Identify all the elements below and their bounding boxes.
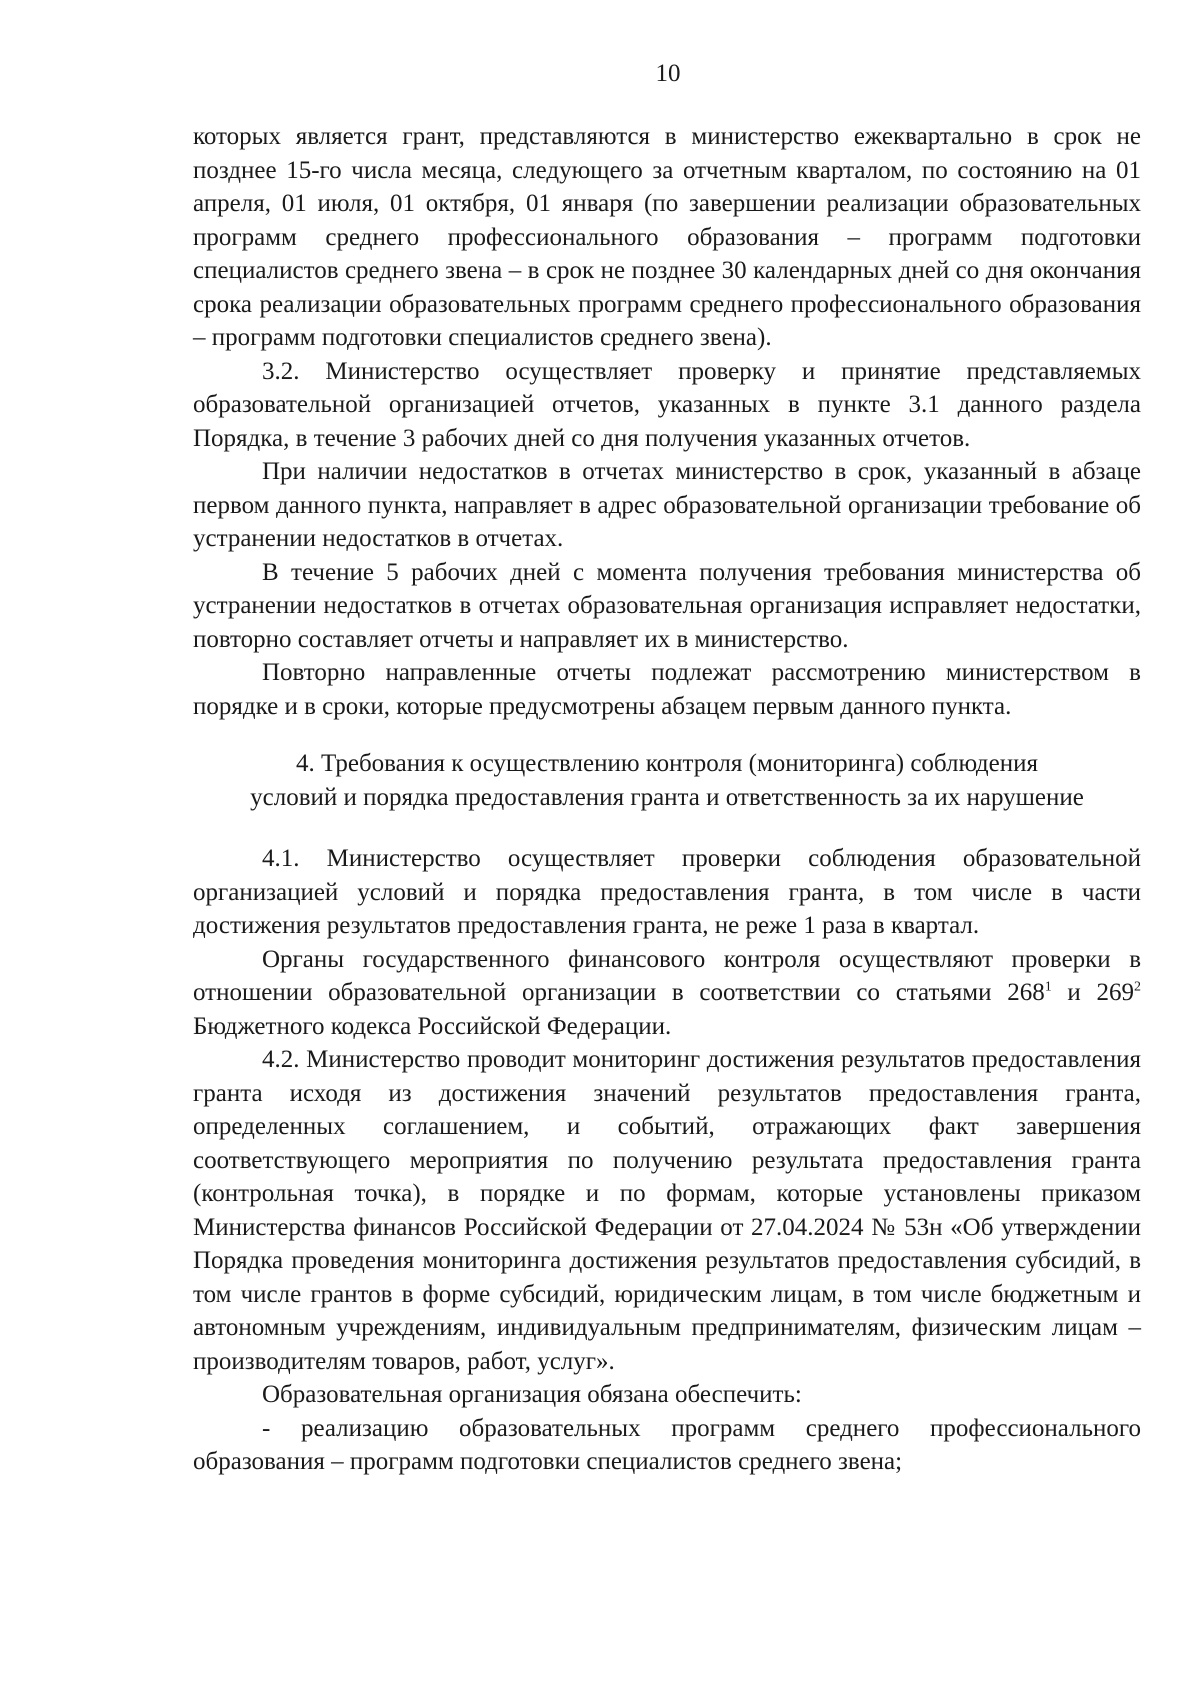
footnote-superscript-1: 1 xyxy=(1044,979,1052,995)
paragraph-deficiencies: При наличии недостатков в отчетах министерство в срок, указанный в абзаце первом данного пункта, направляет в адрес образовательной организации требование об устранении недостатков в отчетах. xyxy=(193,458,1141,552)
paragraph-4-2: 4.2. Министерство проводит мониторинг достижения результатов предоставления гранта исходя из достижения значений результатов предоставления гранта, определенных соглашением, и событий, отражающих факт завершения соответствующего мероприятия по получению результата предоставления гранта (контрольная точка), в порядке и по формам, которые установлены приказом Министерства финансов Российской Федерации от 27.04.2024 № 53н «Об утверждении Порядка проведения мониторинга достижения результатов предоставления субсидий, в том числе грантов в форме субсидий, юридическим лицам, в том числе бюджетным и автономным учреждениям, индивидуальным предпринимателям, физическим лицам – производителям товаров, работ, услуг». xyxy=(193,1046,1141,1375)
page-number: 10 xyxy=(655,60,681,87)
financial-control-text-end: Бюджетного кодекса Российской Федерации. xyxy=(193,1012,672,1040)
paragraph-financial-control xyxy=(193,943,1141,1044)
paragraph-obligations-intro: Образовательная организация обязана обеспечить: xyxy=(262,1381,802,1408)
section-4-heading-line-2: условий и порядка предоставления гранта и ответственность за их нарушение xyxy=(250,783,1084,811)
paragraph-correction-period: В течение 5 рабочих дней с момента получения требования министерства об устранении недостатков в отчетах образовательная организация исправляет недостатки, повторно составляет отчеты и направляет их в министерство. xyxy=(193,558,1141,653)
list-item-program-implementation: - реализацию образовательных программ среднего профессионального образования – программ подготовки специалистов среднего звена; xyxy=(193,1414,1141,1475)
paragraph-reports-deadline: которых является грант, представляются в министерство ежеквартально в срок не позднее 15-го числа месяца, следующего за отчетным кварталом, по состоянию на 01 апреля, 01 июля, 01 октября, 01 января (по завершении реализации образовательных программ среднего профессионального образования – программ подготовки специалистов среднего звена – в срок не позднее 30 календарных дней со дня окончания срока реализации образовательных программ среднего профессионального образования – программ подготовки специалистов среднего звена). xyxy=(193,123,1141,351)
financial-control-text-start: Органы государственного финансового контроля осуществляют проверки в отношении образовательной организации в соответствии со статьями 268 xyxy=(193,945,1141,1006)
financial-control-text-mid: и 269 xyxy=(1051,979,1134,1006)
footnote-superscript-2: 2 xyxy=(1134,979,1141,995)
section-4-heading-line-1: 4. Требования к осуществлению контроля (мониторинга) соблюдения xyxy=(296,750,1038,777)
document-body xyxy=(193,120,1141,1479)
paragraph-4-1: 4.1. Министерство осуществляет проверки соблюдения образовательной организацией условий и порядка предоставления гранта, в том числе в части достижения результатов предоставления гранта, не реже 1 раза в квартал. xyxy=(193,845,1141,939)
paragraph-resubmitted-reports: Повторно направленные отчеты подлежат рассмотрению министерством в порядке и в сроки, которые предусмотрены абзацем первым данного пункта. xyxy=(193,659,1141,720)
section-4-heading xyxy=(193,747,1141,814)
paragraph-3-2: 3.2. Министерство осуществляет проверку и принятие представляемых образовательной организацией отчетов, указанных в пункте 3.1 данного раздела Порядка, в течение 3 рабочих дней со дня получения указанных отчетов. xyxy=(193,357,1141,452)
